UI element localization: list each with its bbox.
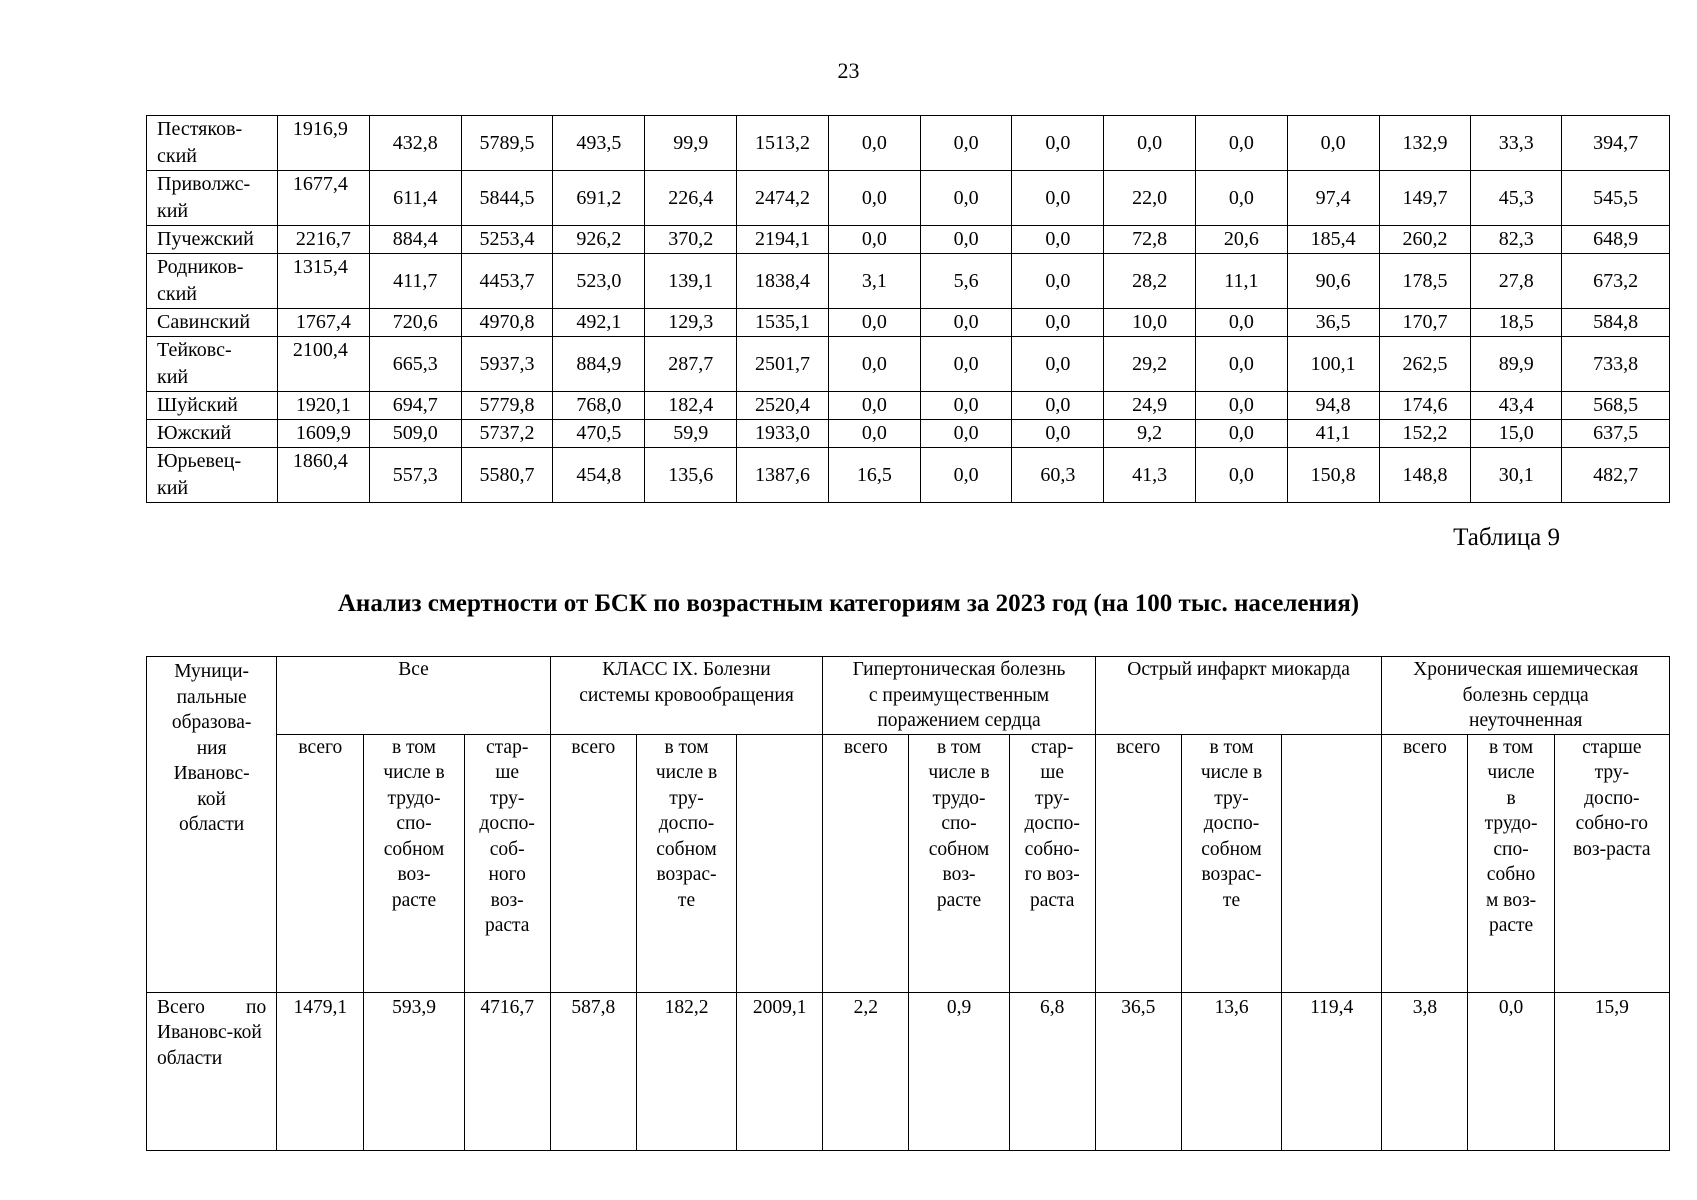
table-row [147,420,1670,448]
table-cell: 0,0 [1012,420,1104,448]
mortality-table-continued [146,115,1670,503]
table-cell: 720,6 [369,309,461,337]
table-cell: 41,1 [1287,420,1379,448]
table-cell: 0,0 [1012,116,1104,171]
row-municipality-name: Пестяков- ский [147,116,278,171]
table-cell: 0,0 [1287,116,1379,171]
table-cell: 587,8 [550,992,636,1150]
table-cell: 3,8 [1382,992,1468,1150]
table-cell: 174,6 [1379,392,1471,420]
table-cell: 673,2 [1562,254,1670,309]
table-row [147,448,1670,503]
table-cell: 611,4 [369,171,461,226]
subheader-cell [1282,734,1382,992]
table-cell: 226,4 [645,171,737,226]
table-cell: 509,0 [369,420,461,448]
table-cell: 15,0 [1471,420,1562,448]
table-cell: 1838,4 [737,254,829,309]
table-cell: 2474,2 [737,171,829,226]
subheader-cell: стар- ше тру- доспо- собно- го воз- раста [1009,734,1095,992]
row-municipality-name: Юрьевец- кий [147,448,278,503]
subheader-cell: в том числе в тру- доспо- собном возрас- те [1181,734,1281,992]
row-municipality-name: Приволжс- кий [147,171,278,226]
table-cell: 43,4 [1471,392,1562,420]
table-label: Таблица 9 [1453,524,1560,551]
table-cell: 0,0 [828,392,920,420]
table-cell: 691,2 [553,171,645,226]
group-header-all: Все [277,657,551,735]
table-row [147,171,1670,226]
table-cell: 2009,1 [737,992,823,1150]
table-cell: 36,5 [1095,992,1181,1150]
table-cell: 100,1 [1287,337,1379,392]
table-cell: 90,6 [1287,254,1379,309]
table-cell: 148,8 [1379,448,1471,503]
table-cell: 4970,8 [461,309,553,337]
table-cell: 0,0 [828,337,920,392]
table-cell: 170,7 [1379,309,1471,337]
table-cell: 492,1 [553,309,645,337]
table-cell: 60,3 [1012,448,1104,503]
table-cell: 0,0 [1012,392,1104,420]
table-cell: 0,0 [1012,337,1104,392]
table-cell: 0,0 [920,171,1012,226]
table-cell: 5844,5 [461,171,553,226]
table-cell: 0,0 [828,171,920,226]
table-cell: 15,9 [1554,992,1669,1150]
table-cell: 884,9 [553,337,645,392]
table-row [147,254,1670,309]
table-cell: 0,0 [1012,309,1104,337]
subheader-cell: в том числе в трудо- спо- собно м воз- расте [1468,734,1554,992]
table-cell: 1315,4 [277,254,369,309]
table-cell: 0,0 [828,116,920,171]
table-cell: 0,0 [920,226,1012,254]
table-cell: 24,9 [1104,392,1196,420]
table-cell: 30,1 [1471,448,1562,503]
table-cell: 2,2 [823,992,909,1150]
table-cell: 1916,9 [277,116,369,171]
table-cell: 27,8 [1471,254,1562,309]
table-cell: 287,7 [645,337,737,392]
table-row [147,337,1670,392]
row-municipality-name: Савинский [147,309,278,337]
table-cell: 432,8 [369,116,461,171]
table-cell: 1479,1 [277,992,364,1150]
table-cell: 523,0 [553,254,645,309]
table-cell: 2520,4 [737,392,829,420]
table-cell: 694,7 [369,392,461,420]
table-cell: 1920,1 [277,392,369,420]
table-cell: 5253,4 [461,226,553,254]
table-cell: 2194,1 [737,226,829,254]
table-cell: 1609,9 [277,420,369,448]
table-cell: 1933,0 [737,420,829,448]
subheader-cell: всего [1095,734,1181,992]
table-cell: 72,8 [1104,226,1196,254]
table-cell: 119,4 [1282,992,1382,1150]
row-municipality-name: Родников- ский [147,254,278,309]
table-cell: 5789,5 [461,116,553,171]
subheader-cell: всего [823,734,909,992]
table-cell: 59,9 [645,420,737,448]
table-cell: 0,0 [1012,171,1104,226]
table-cell: 4453,7 [461,254,553,309]
group-header-row [147,657,1670,735]
table-cell: 5,6 [920,254,1012,309]
subheader-cell: старше тру- доспо- собно-го воз-раста [1554,734,1669,992]
table-cell: 45,3 [1471,171,1562,226]
group-header-class-ix: КЛАСС IX. Болезни системы кровообращения [550,657,823,735]
table-cell: 178,5 [1379,254,1471,309]
table-cell: 637,5 [1562,420,1670,448]
subheader-cell: стар- ше тру- доспо- соб- ного воз- раста [464,734,550,992]
table-cell: 884,4 [369,226,461,254]
table-cell: 0,0 [828,226,920,254]
row-municipality-name: Шуйский [147,392,278,420]
table-cell: 0,0 [920,337,1012,392]
table-cell: 5737,2 [461,420,553,448]
table-cell: 9,2 [1104,420,1196,448]
table-cell: 129,3 [645,309,737,337]
table-cell: 41,3 [1104,448,1196,503]
table-cell: 545,5 [1562,171,1670,226]
table-cell: 0,0 [1195,337,1287,392]
row-municipality-name: Тейковс- кий [147,337,278,392]
table-cell: 4716,7 [464,992,550,1150]
table-cell: 20,6 [1195,226,1287,254]
table-cell: 3,1 [828,254,920,309]
table-cell: 584,8 [1562,309,1670,337]
row-municipality-name: Пучежский [147,226,278,254]
table-cell: 1767,4 [277,309,369,337]
group-header-chronic-ischemic: Хроническая ишемическая болезнь сердца неуточненная [1382,657,1670,735]
table-cell: 926,2 [553,226,645,254]
table-cell: 557,3 [369,448,461,503]
subheader-cell: в том числе в трудо- спо- собном воз- расте [364,734,464,992]
table-cell: 2100,4 [277,337,369,392]
table-cell: 2501,7 [737,337,829,392]
table-cell: 0,0 [920,116,1012,171]
total-row [147,992,1670,1150]
table-cell: 568,5 [1562,392,1670,420]
subheader-row [147,734,1670,992]
table-cell: 2216,7 [277,226,369,254]
table-cell: 0,0 [1195,392,1287,420]
table-cell: 182,4 [645,392,737,420]
table-cell: 89,9 [1471,337,1562,392]
table-row [147,309,1670,337]
table-cell: 370,2 [645,226,737,254]
table-cell: 0,0 [1195,171,1287,226]
table-cell: 28,2 [1104,254,1196,309]
table-cell: 5580,7 [461,448,553,503]
table-cell: 97,4 [1287,171,1379,226]
subheader-cell: всего [550,734,636,992]
table-cell: 11,1 [1195,254,1287,309]
table-cell: 454,8 [553,448,645,503]
table-cell: 6,8 [1009,992,1095,1150]
table-cell: 648,9 [1562,226,1670,254]
table-cell: 99,9 [645,116,737,171]
table-cell: 0,0 [1195,309,1287,337]
subheader-cell: в том числе в тру- доспо- собном возрас- те [636,734,736,992]
table-cell: 82,3 [1471,226,1562,254]
table-cell: 0,0 [1195,116,1287,171]
subheader-cell [737,734,823,992]
table-cell: 185,4 [1287,226,1379,254]
header-municipality: Муници- пальные образова- ния Ивановс- кой области [147,657,277,993]
table-row [147,116,1670,171]
table-cell: 16,5 [828,448,920,503]
table-cell: 0,0 [828,420,920,448]
table-cell: 0,0 [1195,420,1287,448]
total-row-name: Всего по Ивановс-кой области [147,992,277,1150]
table-cell: 394,7 [1562,116,1670,171]
table-cell: 0,0 [828,309,920,337]
table-cell: 5779,8 [461,392,553,420]
table-cell: 182,2 [636,992,736,1150]
table-cell: 94,8 [1287,392,1379,420]
page-number: 23 [837,58,860,83]
table-cell: 132,9 [1379,116,1471,171]
group-header-hypertensive: Гипертоническая болезнь с преимущественным поражением сердца [823,657,1096,735]
table-cell: 0,0 [1195,448,1287,503]
table-cell: 482,7 [1562,448,1670,503]
row-municipality-name: Южский [147,420,278,448]
table-cell: 13,6 [1181,992,1281,1150]
table-cell: 470,5 [553,420,645,448]
table-cell: 0,0 [1012,226,1104,254]
table-cell: 36,5 [1287,309,1379,337]
table-cell: 768,0 [553,392,645,420]
subheader-cell: всего [1382,734,1468,992]
table-row [147,226,1670,254]
table-cell: 149,7 [1379,171,1471,226]
table-cell: 1513,2 [737,116,829,171]
table-cell: 5937,3 [461,337,553,392]
table-cell: 0,9 [909,992,1009,1150]
table-cell: 10,0 [1104,309,1196,337]
subheader-cell: всего [277,734,364,992]
table-cell: 1387,6 [737,448,829,503]
table-row [147,392,1670,420]
table-cell: 18,5 [1471,309,1562,337]
table-cell: 150,8 [1287,448,1379,503]
table-cell: 0,0 [920,309,1012,337]
table-cell: 0,0 [920,448,1012,503]
table-cell: 33,3 [1471,116,1562,171]
mortality-by-age-table [146,656,1670,1151]
table-title: Анализ смертности от БСК по возрастным категориям за 2023 год (на 100 тыс. населения) [337,590,1360,617]
table-cell: 135,6 [645,448,737,503]
table-cell: 139,1 [645,254,737,309]
table-cell: 0,0 [1468,992,1554,1150]
table-cell: 1677,4 [277,171,369,226]
table-cell: 0,0 [920,392,1012,420]
table-cell: 262,5 [1379,337,1471,392]
table-cell: 665,3 [369,337,461,392]
table-cell: 593,9 [364,992,464,1150]
table-cell: 0,0 [920,420,1012,448]
table-cell: 0,0 [1012,254,1104,309]
table-cell: 260,2 [1379,226,1471,254]
subheader-cell: в том числе в трудо- спо- собном воз- расте [909,734,1009,992]
table-cell: 1860,4 [277,448,369,503]
table-cell: 411,7 [369,254,461,309]
table-cell: 733,8 [1562,337,1670,392]
table-cell: 152,2 [1379,420,1471,448]
table-cell: 1535,1 [737,309,829,337]
table-cell: 0,0 [1104,116,1196,171]
table-cell: 22,0 [1104,171,1196,226]
table-cell: 29,2 [1104,337,1196,392]
group-header-infarction: Острый инфаркт миокарда [1095,657,1382,735]
table-cell: 493,5 [553,116,645,171]
